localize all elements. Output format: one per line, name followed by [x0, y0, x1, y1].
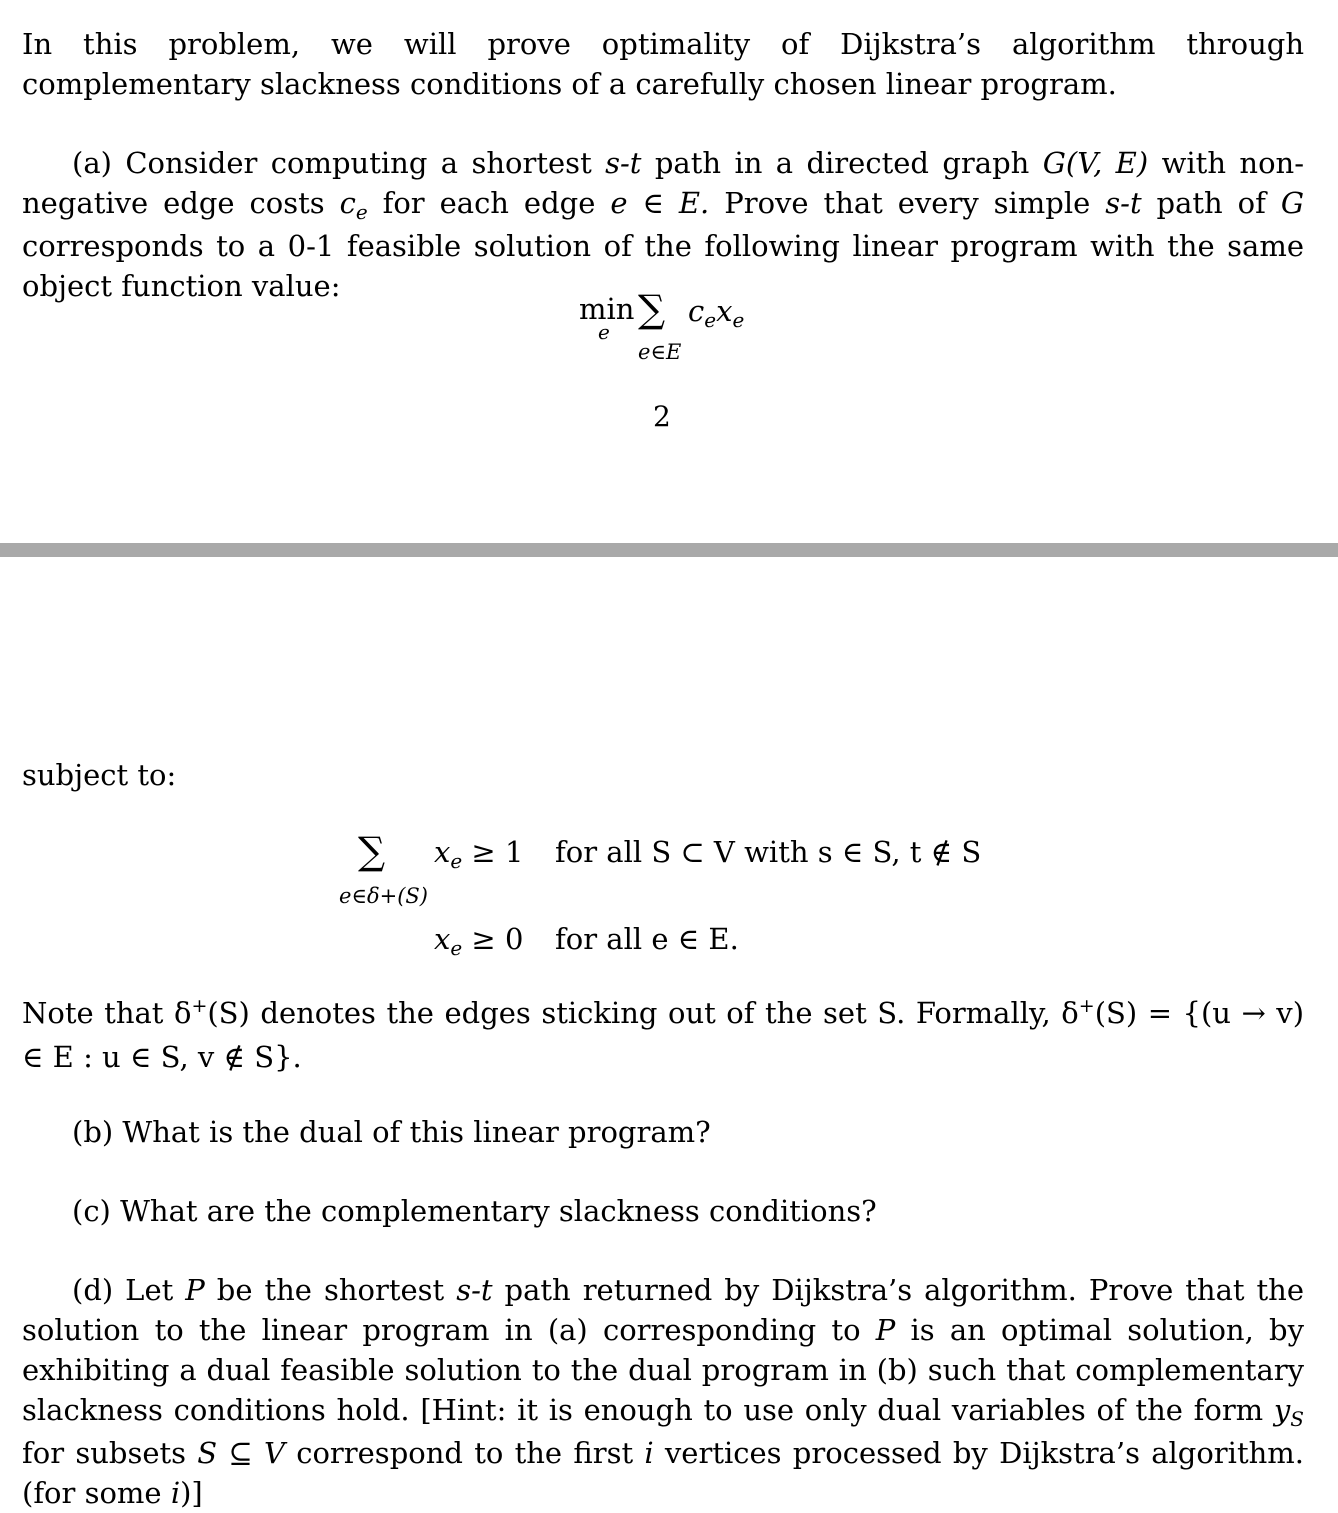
part-c-paragraph: (c) What are the complementary slackness conditions? [72, 1194, 877, 1228]
math-i: i [644, 1436, 654, 1470]
note-paragraph [22, 993, 1304, 1077]
math-p: P [185, 1273, 205, 1307]
math-sub: e [450, 849, 463, 873]
part-a-text: corresponds to a 0-1 feasible solution of the following linear program with the same object function value: [22, 229, 1304, 303]
math-subset: S ⊆ V [197, 1436, 285, 1470]
math-x: x [434, 922, 451, 956]
part-d-paragraph [22, 1270, 1304, 1513]
part-a-paragraph [22, 143, 1304, 306]
min-subscript: e [598, 320, 610, 344]
math-c: c [688, 294, 705, 328]
math-g: G [1280, 186, 1304, 220]
math-sub: S [1290, 1407, 1304, 1431]
part-d-text: vertices processed by Dijkstra’s algorithm. (for some [22, 1436, 1304, 1510]
objective-term [688, 294, 745, 332]
subject-to-label: subject to: [22, 758, 177, 792]
math-sub: e [704, 308, 717, 332]
part-d-text: path returned by Dijkstra’s algorithm. Prove that the solution to the linear program in (a) corresponding to [22, 1273, 1305, 1347]
min-operator: min [579, 292, 635, 326]
page-number: 2 [653, 400, 671, 433]
sum-index: e∈δ+(S) [339, 884, 428, 908]
intro-paragraph: In this problem, we will prove optimality of Dijkstra’s algorithm through complementary slackness conditions of a carefully chosen linear program. [22, 27, 1304, 101]
math-graph: G(V, E) [1042, 146, 1149, 180]
part-d-text: )] [180, 1476, 203, 1510]
note-text: Note that δ [22, 996, 192, 1030]
math-st: s-t [1105, 186, 1142, 220]
sum-symbol: ∑ [638, 287, 666, 331]
sum-symbol: ∑ [358, 829, 386, 873]
part-a-text: path in a directed graph [641, 146, 1043, 180]
sum-index: e∈E [638, 340, 682, 364]
math-x: x [716, 294, 733, 328]
part-d-text: for subsets [22, 1436, 198, 1470]
constraint-condition: for all e ∈ E. [555, 922, 739, 956]
math-sub: e [450, 936, 463, 960]
note-text: (S) denotes the edges sticking out of the set S. Formally, δ [207, 996, 1079, 1030]
part-a-text: Prove that every simple [709, 186, 1106, 220]
page-divider [0, 543, 1338, 557]
part-a-text: path of [1141, 186, 1281, 220]
math-sub: e [732, 308, 745, 332]
math-sup: + [191, 995, 208, 1017]
part-d-text: be the shortest [204, 1273, 457, 1307]
part-d-text: correspond to the first [284, 1436, 645, 1470]
math-i: i [170, 1476, 181, 1510]
part-a-text: for each edge [367, 186, 611, 220]
math-x: x [434, 835, 451, 869]
math-st: s-t [605, 146, 642, 180]
part-a-text: Consider computing a shortest [125, 146, 606, 180]
note-text: (S) = {(u → v) ∈ E : u ∈ S, v ∉ S}. [22, 996, 1305, 1074]
part-d-text: is an optimal solution, by exhibiting a dual feasible solution to the dual program in (b) such that complementary slackness conditions hold. [Hint: it is enough to use only dual variables of the form [22, 1313, 1304, 1427]
constraint-lhs [434, 922, 524, 960]
math-e-in-e: e ∈ E. [610, 186, 710, 220]
math-st: s-t [456, 1273, 493, 1307]
constraint-relation: ≥ 0 [462, 922, 524, 956]
part-b-paragraph: (b) What is the dual of this linear program? [72, 1115, 711, 1149]
math-sup: + [1078, 995, 1095, 1017]
part-a-label: (a) [72, 146, 112, 180]
part-d-text: (d) Let [72, 1273, 186, 1307]
constraint-condition: for all S ⊂ V with s ∈ S, t ∉ S [555, 835, 982, 869]
math-ce: c [339, 186, 356, 220]
part-a-text: with non-negative edge costs [22, 146, 1305, 220]
math-p: P [875, 1313, 896, 1347]
constraint-relation: ≥ 1 [462, 835, 524, 869]
constraint-lhs [434, 835, 524, 873]
math-y: y [1273, 1393, 1291, 1427]
math-sub: e [355, 200, 368, 224]
